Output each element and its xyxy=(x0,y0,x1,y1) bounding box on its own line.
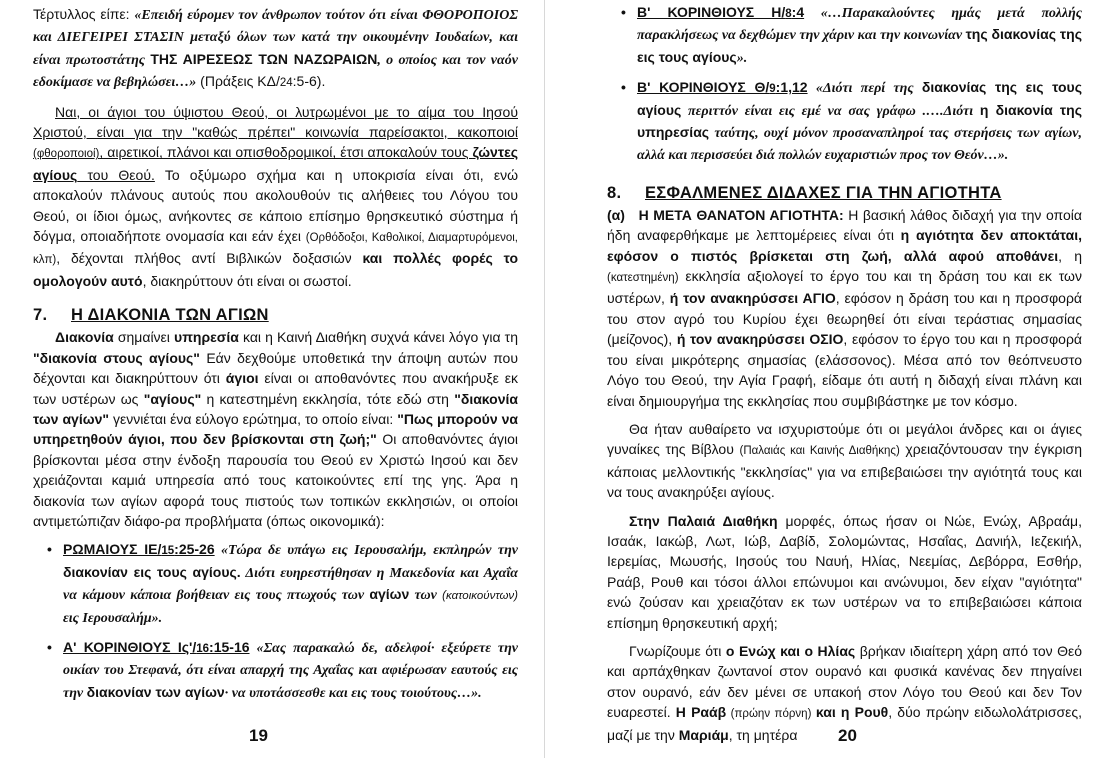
quote-text: · να υποτάσσεσθε και εις τους τοιούτους…». xyxy=(224,685,482,701)
text: Εάν δεχθούμε υποθετικά την άποψη αυτών που δέχονται και διακηρύττουν ότι xyxy=(33,349,518,387)
bold-text: "αγίους" xyxy=(143,390,202,407)
bold-text: ή τον ανακηρύσσει ΑΓΙΟ xyxy=(669,290,836,307)
bullet-dot-icon: • xyxy=(621,4,626,20)
scripture-verse: :15-16 xyxy=(209,638,250,655)
bold-text: "διακονία των αγίων" xyxy=(33,390,518,427)
text: , εφόσον η δράση του και η προσφορά του στον αγρό του Κυρίου έχει θεωρηθεί ότι είναι τεράστιας σημασίας (μείζονος), xyxy=(607,290,1082,348)
emphasis-text: η διακονία της υπηρεσίας xyxy=(637,101,1082,141)
bold-text: Στην Παλαιά Διαθήκη xyxy=(629,512,778,529)
emphasis-text: διακονίαν των αγίων xyxy=(86,683,225,700)
bold-text: και πολλές φορές το ομολογούν αυτό xyxy=(33,250,518,289)
text: εκκλησία αξιολογεί το έργο του και τη δράση του και εκ των υστέρων, xyxy=(607,268,1082,307)
bold-text: άγιοι xyxy=(225,370,259,387)
small-text: (πρώην πόρνη) xyxy=(726,708,816,721)
emphasis-text: αγίων xyxy=(369,586,410,603)
underlined-text: του Θεού. xyxy=(77,166,155,183)
text: , τη μητέρα xyxy=(728,726,798,743)
text: Γνωρίζουμε ότι xyxy=(629,642,726,659)
emphasis-text: της διακονίας της εις τους αγίους xyxy=(637,26,1082,65)
section-heading-8 xyxy=(607,181,1082,205)
paragraph-old-testament xyxy=(607,511,1082,633)
small-text: (κατεστημένη) xyxy=(607,272,679,285)
text: , δύο πρώην ειδωλολάτρισσες, μαζί με την xyxy=(607,704,1082,743)
scripture-reference: Β' ΚΟΡΙΝΘΙΟΥΣ Η/ xyxy=(637,4,786,20)
reference-chapter: 24 xyxy=(279,77,293,90)
scripture-verse: :25-26 xyxy=(174,541,215,558)
reference-verse: :5-6). xyxy=(292,73,326,90)
paragraph-saints-called-heretics xyxy=(33,102,518,292)
scripture-verse: :1,12 xyxy=(775,79,808,96)
scripture-chapter: 9 xyxy=(769,83,776,96)
bold-text: Διακονία xyxy=(55,329,114,346)
text: σημαίνει xyxy=(113,329,175,346)
section-heading-7 xyxy=(33,303,518,327)
section-title: ΕΣΦΑΛΜΕΝΕΣ ΔΙΔΑΧΕΣ ΓΙΑ ΤΗΝ ΑΓΙΟΤΗΤΑ xyxy=(645,183,1002,202)
text: , διακηρύττουν ότι είναι οι σωστοί. xyxy=(142,272,352,289)
page-number: 20 xyxy=(838,726,857,745)
underlined-text: , κακοποιοί xyxy=(443,124,518,141)
right-page xyxy=(560,0,1104,758)
paragraph-ministry-definition xyxy=(33,327,518,531)
underlined-text: Ναι, οι άγιοι του ύψιστου Θεού, οι λυτρωμένοι με το αίμα του Ιησού Χριστού, είναι για την xyxy=(33,103,518,141)
quote-text: ταύτης, ουχί μόνον προσαναπληροί τας στερήσεις των αγίων, αλλά και περισσεύει διά πολλών ευχαριστιών προς τον Θεόν…». xyxy=(637,126,1082,164)
quote-text: ». xyxy=(736,50,748,66)
scripture-reference: Β' ΚΟΡΙΝΘΙΟΥΣ Θ/ xyxy=(637,79,770,96)
text: και η Καινή Διαθήκη συχνά κάνει λόγο για τη xyxy=(238,329,519,346)
paragraph-post-death-sainthood xyxy=(607,205,1082,411)
emphasis-text: διακονίαν εις τους αγίους. xyxy=(63,563,241,580)
text: Τέρτυλλος είπε: xyxy=(33,6,135,22)
emphasis-text: διακονίας της εις τους αγίους xyxy=(637,79,1082,118)
paragraph-bible-men-women xyxy=(607,419,1082,503)
small-text: (Ορθόδοξοι, Καθολικοί, Διαμαρτυρόμενοι, κλπ) xyxy=(33,232,518,267)
quote-text: «Σας παρακαλώ δε, αδελφοί· εξεύρετε την οικίαν του Στεφανά, ότι είναι απαρχή της Αχαΐας και αφιέρωσαν εαυτούς εις την xyxy=(63,640,519,701)
scripture-chapter: 8 xyxy=(785,8,792,20)
emphasis-text: ΤΗΣ ΑΙΡΕΣΕΩΣ ΤΩΝ ΝΑΖΩΡΑΙΩΝ xyxy=(150,50,378,67)
text: χρειαζόντουσαν την έγκριση κάποιας μελλοντικής "εκκλησίας" για να επιβεβαιώσει την αγιότητά τους και να τους ανακηρύξει αγίους. xyxy=(607,441,1082,501)
text: γεννιέται ένα εύλογο ερώτημα, το οποίο είναι: xyxy=(109,410,398,427)
scripture-reference: ΡΩΜΑΙΟΥΣ ΙΕ/ xyxy=(63,541,162,558)
text: η κατεστημένη εκκλησία, τότε εδώ στη xyxy=(201,390,455,407)
quote-text: Διότι ευηρεστήθησαν η Μακεδονία και Αχαΐα να κάμουν κάποια βοήθειαν εις τους πτωχούς των xyxy=(63,565,518,604)
text: , δέχονται πλήθος αντί Βιβλικών δοξασιών xyxy=(56,250,363,267)
quote-text: «Διότι περί της xyxy=(807,81,922,97)
bold-text: και η Ρουθ xyxy=(815,704,889,721)
quote-text: των xyxy=(409,588,443,604)
paragraph-tertullus-quote xyxy=(33,4,518,94)
bullet-1-corinthians xyxy=(33,637,518,704)
text: Το οξύμωρο σχήμα και η υποκρισία είναι ότι, ενώ αποκαλούν πλάνους αυτούς που ακολουθούν τις αλήθειες του Λόγου του Θεού, οι ίδιοι όμως, ανήκοντες σε κάποιο επίσημο θρησκευτικό σύστημα ή δόγμα, οποιαδήποτε ονομασία και εάν έχει xyxy=(33,166,518,245)
bullet-2-corinthians-9 xyxy=(607,77,1082,167)
text: , εφόσον το έργο του και η προσφορά του είναι μικρότερης σημασίας (ελάσσονος). Μέσα από τον θεόπνευστο Λόγο του Θεού, την Αγία Γραφή, είδαμε ότι αυτή η διδαχή είναι πλάνη και είναι δημιουργήμα της εκκλησίας που συμβιβάστηκε με τον κόσμο. xyxy=(607,331,1082,409)
quote-text: «…Παρακαλούντες ημάς μετά πολλής παρακλήσεως να δεχθώμεν την χάριν και την κοινωνίαν xyxy=(637,6,1082,44)
underlined-text: , αιρετικοί, πλάνοι και οπισθοδρομικοί, έτσι αποκαλούν τους xyxy=(99,144,473,161)
text: , η xyxy=(1058,247,1082,264)
section-number: 7. xyxy=(33,306,48,325)
page-number: 19 xyxy=(249,726,268,745)
quote-text: , ο οποίος και τον ναόν εδοκίμασε να βεβηλώσει…» xyxy=(33,52,518,91)
underlined-small-text: (φθοροποιοί) xyxy=(33,148,100,161)
text: μορφές, όπως ήσαν οι Νώε, Ενώχ, Αβραάμ, Ισαάκ, Ιακώβ, Λωτ, Ιώβ, Δαβίδ, Σολομώντας, Ησαΐας, Δανιήλ, Ιεζεκιήλ, Ιερεμίας, Μωυσής, Ιησούς του Ναυή, Ηλίας, Νεεμίας, Δεβόρρα, Εσθήρ, Ραάβ, Ρουθ και τόσοι άλλοι επώνυμοι και ανώνυμοι, δεν είχαν "αγιότητα" ενώ ζούσαν και χρειαζόταν εκ των υστέρων να το επιβεβαιώσει κάποια επίσημη θρησκευτική αρχή; xyxy=(607,512,1083,631)
bullet-dot-icon: • xyxy=(621,79,626,96)
left-page xyxy=(0,0,530,758)
page-gutter xyxy=(544,0,545,758)
bold-text: ή τον ανακηρύσσει ΟΣΙΟ xyxy=(676,331,844,348)
bold-text: Μαριάμ xyxy=(678,726,729,743)
scripture-verse: :4 xyxy=(791,4,805,20)
bold-text: "διακονία στους αγίους" xyxy=(33,349,200,366)
bold-text: "Πως μπορούν να υπηρετηθούν άγιοι, που δεν βρίσκονται στη ζωή;" xyxy=(33,410,518,448)
text: Θα ήταν αυθαίρετο να ισχυριστούμε ότι οι μεγάλοι άνδρες και οι άγιες γυναίκες της Βίβλου xyxy=(607,420,1082,458)
text: Οι αποθανόντες άγιοι βρίσκονται μέσα στην ένδοξη παρουσία του Θεού εν Χριστώ Ιησού και δεν χρειάζονται καμιά υπηρεσία από τους κατοικούντες επί της γης. Άρα η διακονία των αγίων αφορά τους πιστούς των τοπικών εκκλησιών, οι οποίοι αντιμετώπιζαν διάφο-ρα προβλήματα (όπως οικονομικά): xyxy=(33,431,519,529)
subheading-a: (α) Η ΜΕΤΑ ΘΑΝΑΤΟΝ ΑΓΙΟΤΗΤΑ: xyxy=(607,206,844,223)
reference-text: (Πράξεις ΚΔ/ xyxy=(196,73,280,90)
section-title: Η ΔΙΑΚΟΝΙΑ ΤΩΝ ΑΓΙΩΝ xyxy=(71,306,269,325)
text: Η βασική λάθος διδαχή για την οποία ήδη αναφερθήκαμε με λεπτομέρειες είναι ότι xyxy=(607,206,1082,244)
bold-text: Η Ραάβ xyxy=(675,704,727,721)
text: είναι οι αποθανόντες που ανακήρυξε εκ των υστέρων ως xyxy=(33,370,518,407)
scripture-reference: Α' ΚΟΡΙΝΘΙΟΥΣ Ις'/ xyxy=(63,638,197,655)
scripture-chapter: 15 xyxy=(161,545,175,558)
bold-text: η αγιότητα δεν αποκτάται, εφόσον ο πιστός βρίσκεται στη ζωή, αλλά αφού αποθάνει xyxy=(607,227,1083,264)
underlined-text: "καθώς πρέπει" κοινωνία παρείσακτοι xyxy=(192,124,444,141)
underlined-bold-text: ζώντες αγίους xyxy=(33,144,518,183)
bullet-dot-icon: • xyxy=(47,541,52,558)
bullet-romans xyxy=(33,539,518,629)
quote-text: περιττόν είναι εις εμέ να σας γράφω .….Διότι xyxy=(681,103,980,119)
quote-text: «Τώρα δε υπάγω εις Ιερουσαλήμ, εκπληρών την xyxy=(214,543,518,559)
section-number: 8. xyxy=(607,183,622,202)
bold-text: ο Ενώχ και ο Ηλίας xyxy=(725,642,856,659)
quote-text: εις Ιερουσαλήμ». xyxy=(63,610,163,626)
small-text: (Παλαιάς και Καινής Διαθήκης) xyxy=(739,445,900,458)
text: βρήκαν ιδιαίτερη χάρη από τον Θεό και αρπάχθηκαν ζωντανοί στον ουρανό και φυσικά κανένας δεν πηγαίνει στον ουρανό, εάν δεν μένει σε υπακοή στον Λόγο του Θεού και δεν Τον ευαρεστεί. xyxy=(607,642,1083,721)
bullet-dot-icon: • xyxy=(47,638,52,655)
small-text: (κατοικούντων) xyxy=(442,590,519,603)
scripture-chapter: 16 xyxy=(196,642,210,655)
bold-text: υπηρεσία xyxy=(174,329,239,346)
quote-text: «Επειδή εύρομεν τον άνθρωπον τούτον ότι είναι ΦΘΟΡΟΠΟΙΟΣ και ΔΙΕΓΕΙΡΕΙ ΣΤΑΣΙΝ μεταξύ όλων των κατά την οικουμένην Ιουδαίων, και είναι πρωτοστάτης xyxy=(33,8,518,68)
bullet-2-corinthians-8 xyxy=(607,2,1082,69)
